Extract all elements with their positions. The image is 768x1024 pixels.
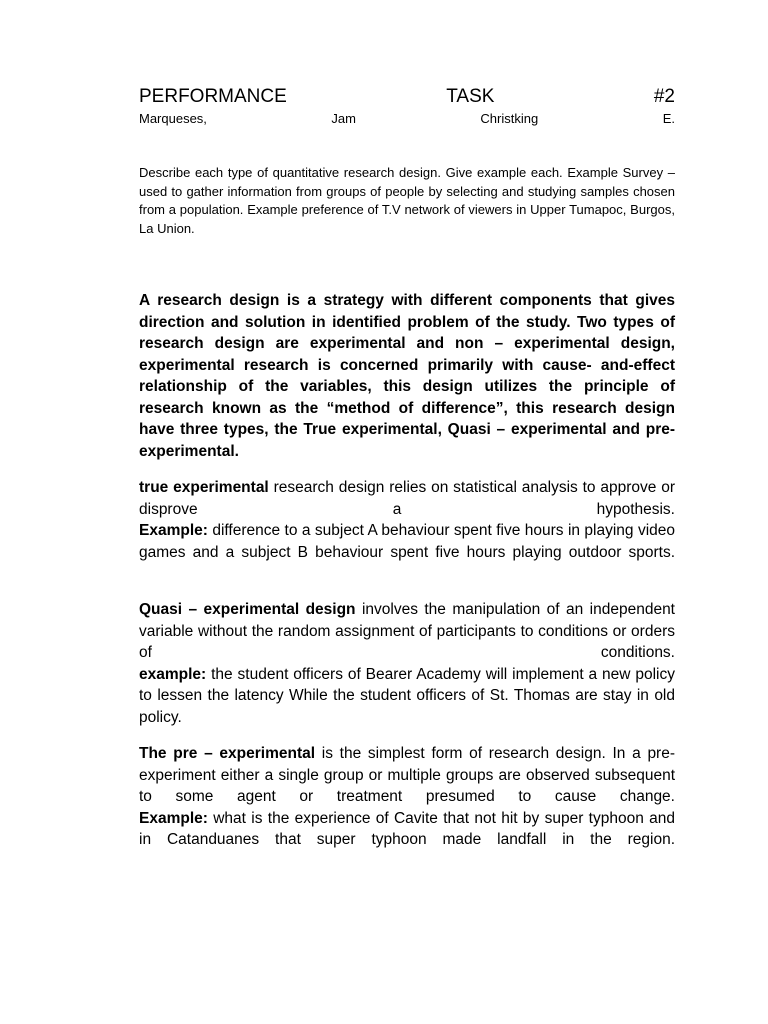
example-label: Example: [139, 809, 208, 827]
true-experimental-text: approve or disprove a hypothesis. [139, 479, 676, 518]
title-word-2: TASK [446, 86, 495, 107]
quasi-experimental-example: new policy to lessen the latency While the student officers of St. [139, 665, 675, 704]
instructions-paragraph [139, 164, 675, 238]
instructions-line: Describe each type of quantitative research design. Give example each. [139, 165, 563, 180]
author-word-3: Christking [480, 111, 539, 126]
instructions-line: Example preference of T.V network of viewers in Upper Tumapoc, Burgos, La [139, 202, 675, 236]
intro-line: gives direction and solution in identified problem of the study. Two [139, 292, 675, 331]
author-word-2: Jam [331, 111, 356, 126]
pre-experimental-example: typhoon and in Catanduanes that super typhoon made landfall in [139, 809, 675, 848]
document-title [139, 86, 675, 108]
intro-line: design, experimental research is concerned primarily with cause- [139, 335, 675, 374]
intro-line: principle of research known as the “method of difference”, this [139, 378, 675, 417]
intro-line: types of research design are experimental and non – experimental [139, 313, 676, 352]
example-label: example: [139, 665, 207, 683]
intro-line: and-effect relationship of the variables, this design utilizes the [139, 356, 675, 395]
instructions-line: selecting and studying samples chosen from a population. [139, 183, 675, 217]
quasi-experimental-text: independent variable without the random assignment of [139, 601, 675, 640]
instructions-line: Example Survey – used to gather information from groups of people by [139, 165, 675, 199]
true-experimental-example: playing video games and a subject B behaviour spent five hours [139, 522, 676, 561]
pre-experimental-paragraph [139, 743, 675, 851]
pre-experimental-text: observed subsequent to some agent or treatment presumed to [139, 766, 675, 805]
example-label: Example: [139, 522, 208, 539]
author-word-4: E. [662, 111, 675, 126]
quasi-experimental-text: participants to conditions or orders of conditions. [139, 622, 675, 661]
pre-experimental-text: is the simplest form of research design. [315, 745, 606, 762]
author-name [139, 111, 675, 126]
quasi-experimental-example: Thomas are stay in old policy. [139, 687, 675, 726]
pre-experimental-example: what is the experience of Cavite that not hit by super [207, 809, 584, 827]
true-experimental-term: true experimental [139, 479, 269, 496]
quasi-experimental-term: Quasi – experimental design [139, 601, 356, 618]
author-word-1: Marqueses, [139, 111, 207, 126]
instructions-line: Union. [157, 220, 195, 236]
intro-line: research design have three types, the True experimental, Quasi – [139, 399, 675, 438]
true-experimental-example: playing outdoor sports. [512, 543, 675, 561]
pre-experimental-text: cause change. [554, 788, 675, 805]
title-word-1: PERFORMANCE [139, 86, 287, 107]
quasi-experimental-text: involves the manipulation of an [355, 601, 584, 618]
title-word-3: #2 [653, 86, 675, 107]
true-experimental-text: research design relies on statistical analysis to [268, 479, 596, 496]
true-experimental-example: difference to a subject A behaviour spent five hours in [207, 522, 581, 539]
pre-experimental-text: In a pre-experiment either a single group or multiple groups are [139, 745, 676, 784]
pre-experimental-example: the region. [590, 831, 676, 848]
intro-paragraph [139, 290, 675, 462]
quasi-experimental-paragraph [139, 599, 675, 728]
pre-experimental-term: The pre – experimental [139, 745, 316, 762]
quasi-experimental-example: the student officers of Bearer Academy will implement a [206, 665, 598, 683]
intro-line: A research design is a strategy with different components that [139, 292, 628, 309]
intro-line: experimental and pre-experimental. [139, 421, 676, 460]
true-experimental-paragraph [139, 477, 675, 563]
